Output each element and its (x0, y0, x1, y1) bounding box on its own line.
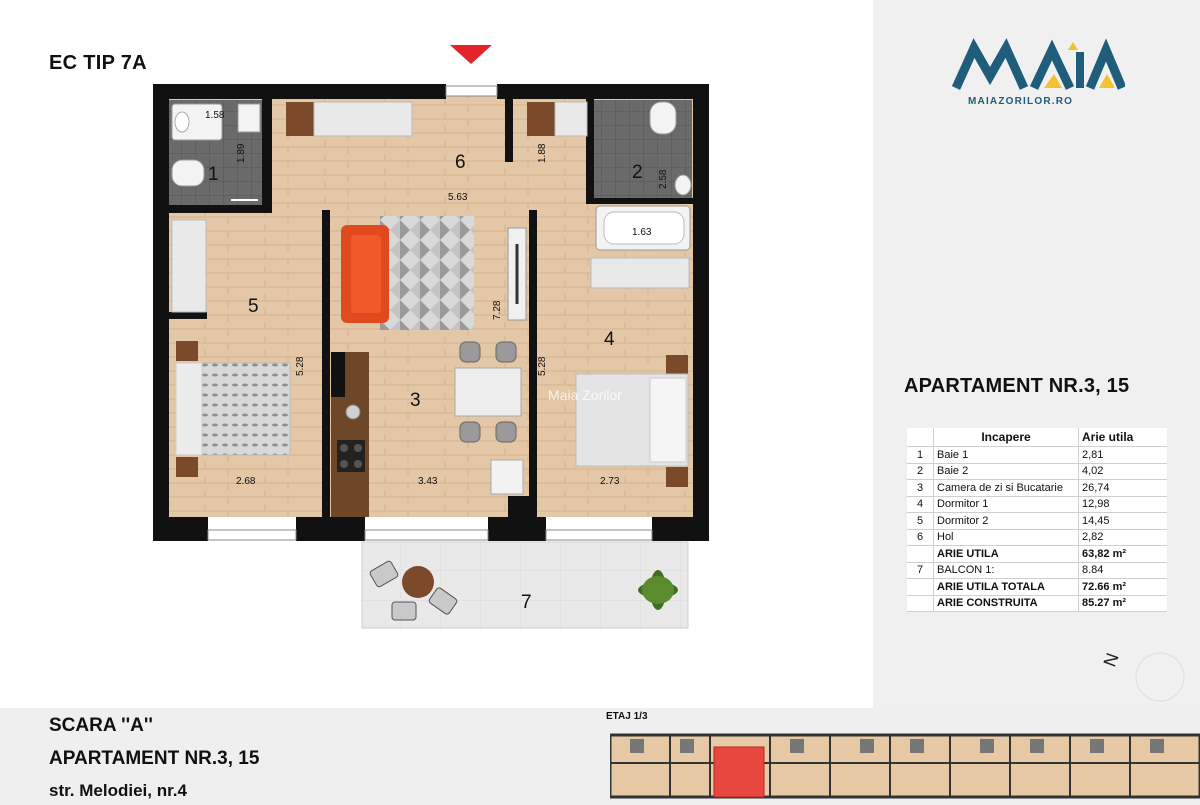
bathroom-2-sink (675, 175, 691, 195)
living-room-rug (380, 216, 474, 330)
dining-table (455, 368, 521, 416)
row-area-value: 2,81 (1079, 447, 1168, 464)
row-area-value: 8.84 (1079, 562, 1168, 579)
bathroom-2-toilet (650, 102, 676, 134)
watermark: Maia Zorilor (548, 387, 622, 403)
row-number: 2 (907, 463, 934, 480)
row-area-value: 63,82 m² (1079, 546, 1168, 563)
row-room-name: Hol (934, 529, 1079, 546)
room-number-4: 4 (604, 329, 615, 350)
table-row (907, 529, 1167, 546)
table-row (907, 447, 1167, 464)
dimension-label: 3.43 (418, 476, 438, 487)
bathroom-1-toilet (172, 160, 204, 186)
north-label: N (1099, 650, 1123, 670)
dimension-label: 2.58 (658, 169, 669, 189)
row-number: 4 (907, 496, 934, 513)
dimension-label: 1.89 (236, 143, 247, 163)
row-room-name: ARIE CONSTRUITA (934, 595, 1079, 612)
area-table (907, 428, 1167, 612)
row-number: 3 (907, 480, 934, 497)
table-row (907, 496, 1167, 513)
row-number: 7 (907, 562, 934, 579)
dimension-label: 2.73 (600, 476, 620, 487)
dimension-label: 1.58 (205, 110, 225, 121)
row-number (907, 546, 934, 563)
room-number-6: 6 (455, 152, 466, 173)
table-header: Incapere (934, 428, 1079, 447)
row-area-value: 72.66 m² (1079, 579, 1168, 596)
apartment-highlight (714, 747, 764, 797)
row-room-name: Camera de zi si Bucatarie (934, 480, 1079, 497)
table-row (907, 463, 1167, 480)
site-url: MAIAZORILOR.RO (968, 96, 1074, 107)
cooktop (337, 440, 365, 472)
row-area-value: 14,45 (1079, 513, 1168, 530)
row-room-name: Dormitor 2 (934, 513, 1079, 530)
room-number-3: 3 (410, 390, 421, 411)
row-area-value: 12,98 (1079, 496, 1168, 513)
table-row (907, 595, 1167, 612)
entrance-arrow-icon (450, 45, 492, 64)
dimension-label: 1.88 (537, 143, 548, 163)
floor-label: ETAJ 1/3 (606, 711, 648, 722)
row-area-value: 85.27 m² (1079, 595, 1168, 612)
table-row (907, 562, 1167, 579)
footer-staircase: SCARA ''A'' (49, 715, 153, 736)
row-number: 1 (907, 447, 934, 464)
dimension-label: 1.63 (632, 227, 652, 238)
wardrobe-bedroom-4 (591, 258, 689, 288)
row-area-value: 26,74 (1079, 480, 1168, 497)
table-header: Arie utila (1079, 428, 1168, 447)
north-compass-icon (1098, 645, 1188, 705)
row-number (907, 595, 934, 612)
table-row (907, 480, 1167, 497)
apartment-title: APARTAMENT NR.3, 15 (904, 375, 1130, 397)
dimension-label: 7.28 (492, 300, 503, 320)
footer-street: str. Melodiei, nr.4 (49, 781, 187, 800)
dimension-label: 2.68 (236, 476, 256, 487)
dimension-label: 5.63 (448, 192, 468, 203)
table-row (907, 546, 1167, 563)
row-room-name: Baie 1 (934, 447, 1079, 464)
dimension-label: 5.28 (537, 356, 548, 376)
table-row (907, 513, 1167, 530)
row-area-value: 2,82 (1079, 529, 1168, 546)
row-number (907, 579, 934, 596)
row-room-name: ARIE UTILA TOTALA (934, 579, 1079, 596)
row-room-name: ARIE UTILA (934, 546, 1079, 563)
row-room-name: BALCON 1: (934, 562, 1079, 579)
footer-apartment: APARTAMENT NR.3, 15 (49, 748, 260, 769)
balcony-table (402, 566, 434, 598)
row-area-value: 4,02 (1079, 463, 1168, 480)
room-number-2: 2 (632, 162, 643, 183)
room-number-5: 5 (248, 296, 259, 317)
room-number-1: 1 (208, 164, 219, 185)
row-room-name: Dormitor 1 (934, 496, 1079, 513)
dimension-label: 5.28 (295, 356, 306, 376)
row-number: 6 (907, 529, 934, 546)
row-room-name: Baie 2 (934, 463, 1079, 480)
building-key-plan (610, 725, 1200, 805)
row-number: 5 (907, 513, 934, 530)
plan-type-label: EC TIP 7A (49, 52, 147, 74)
wardrobe-bedroom-5 (172, 220, 206, 312)
table-row (907, 579, 1167, 596)
room-number-7: 7 (521, 592, 532, 613)
